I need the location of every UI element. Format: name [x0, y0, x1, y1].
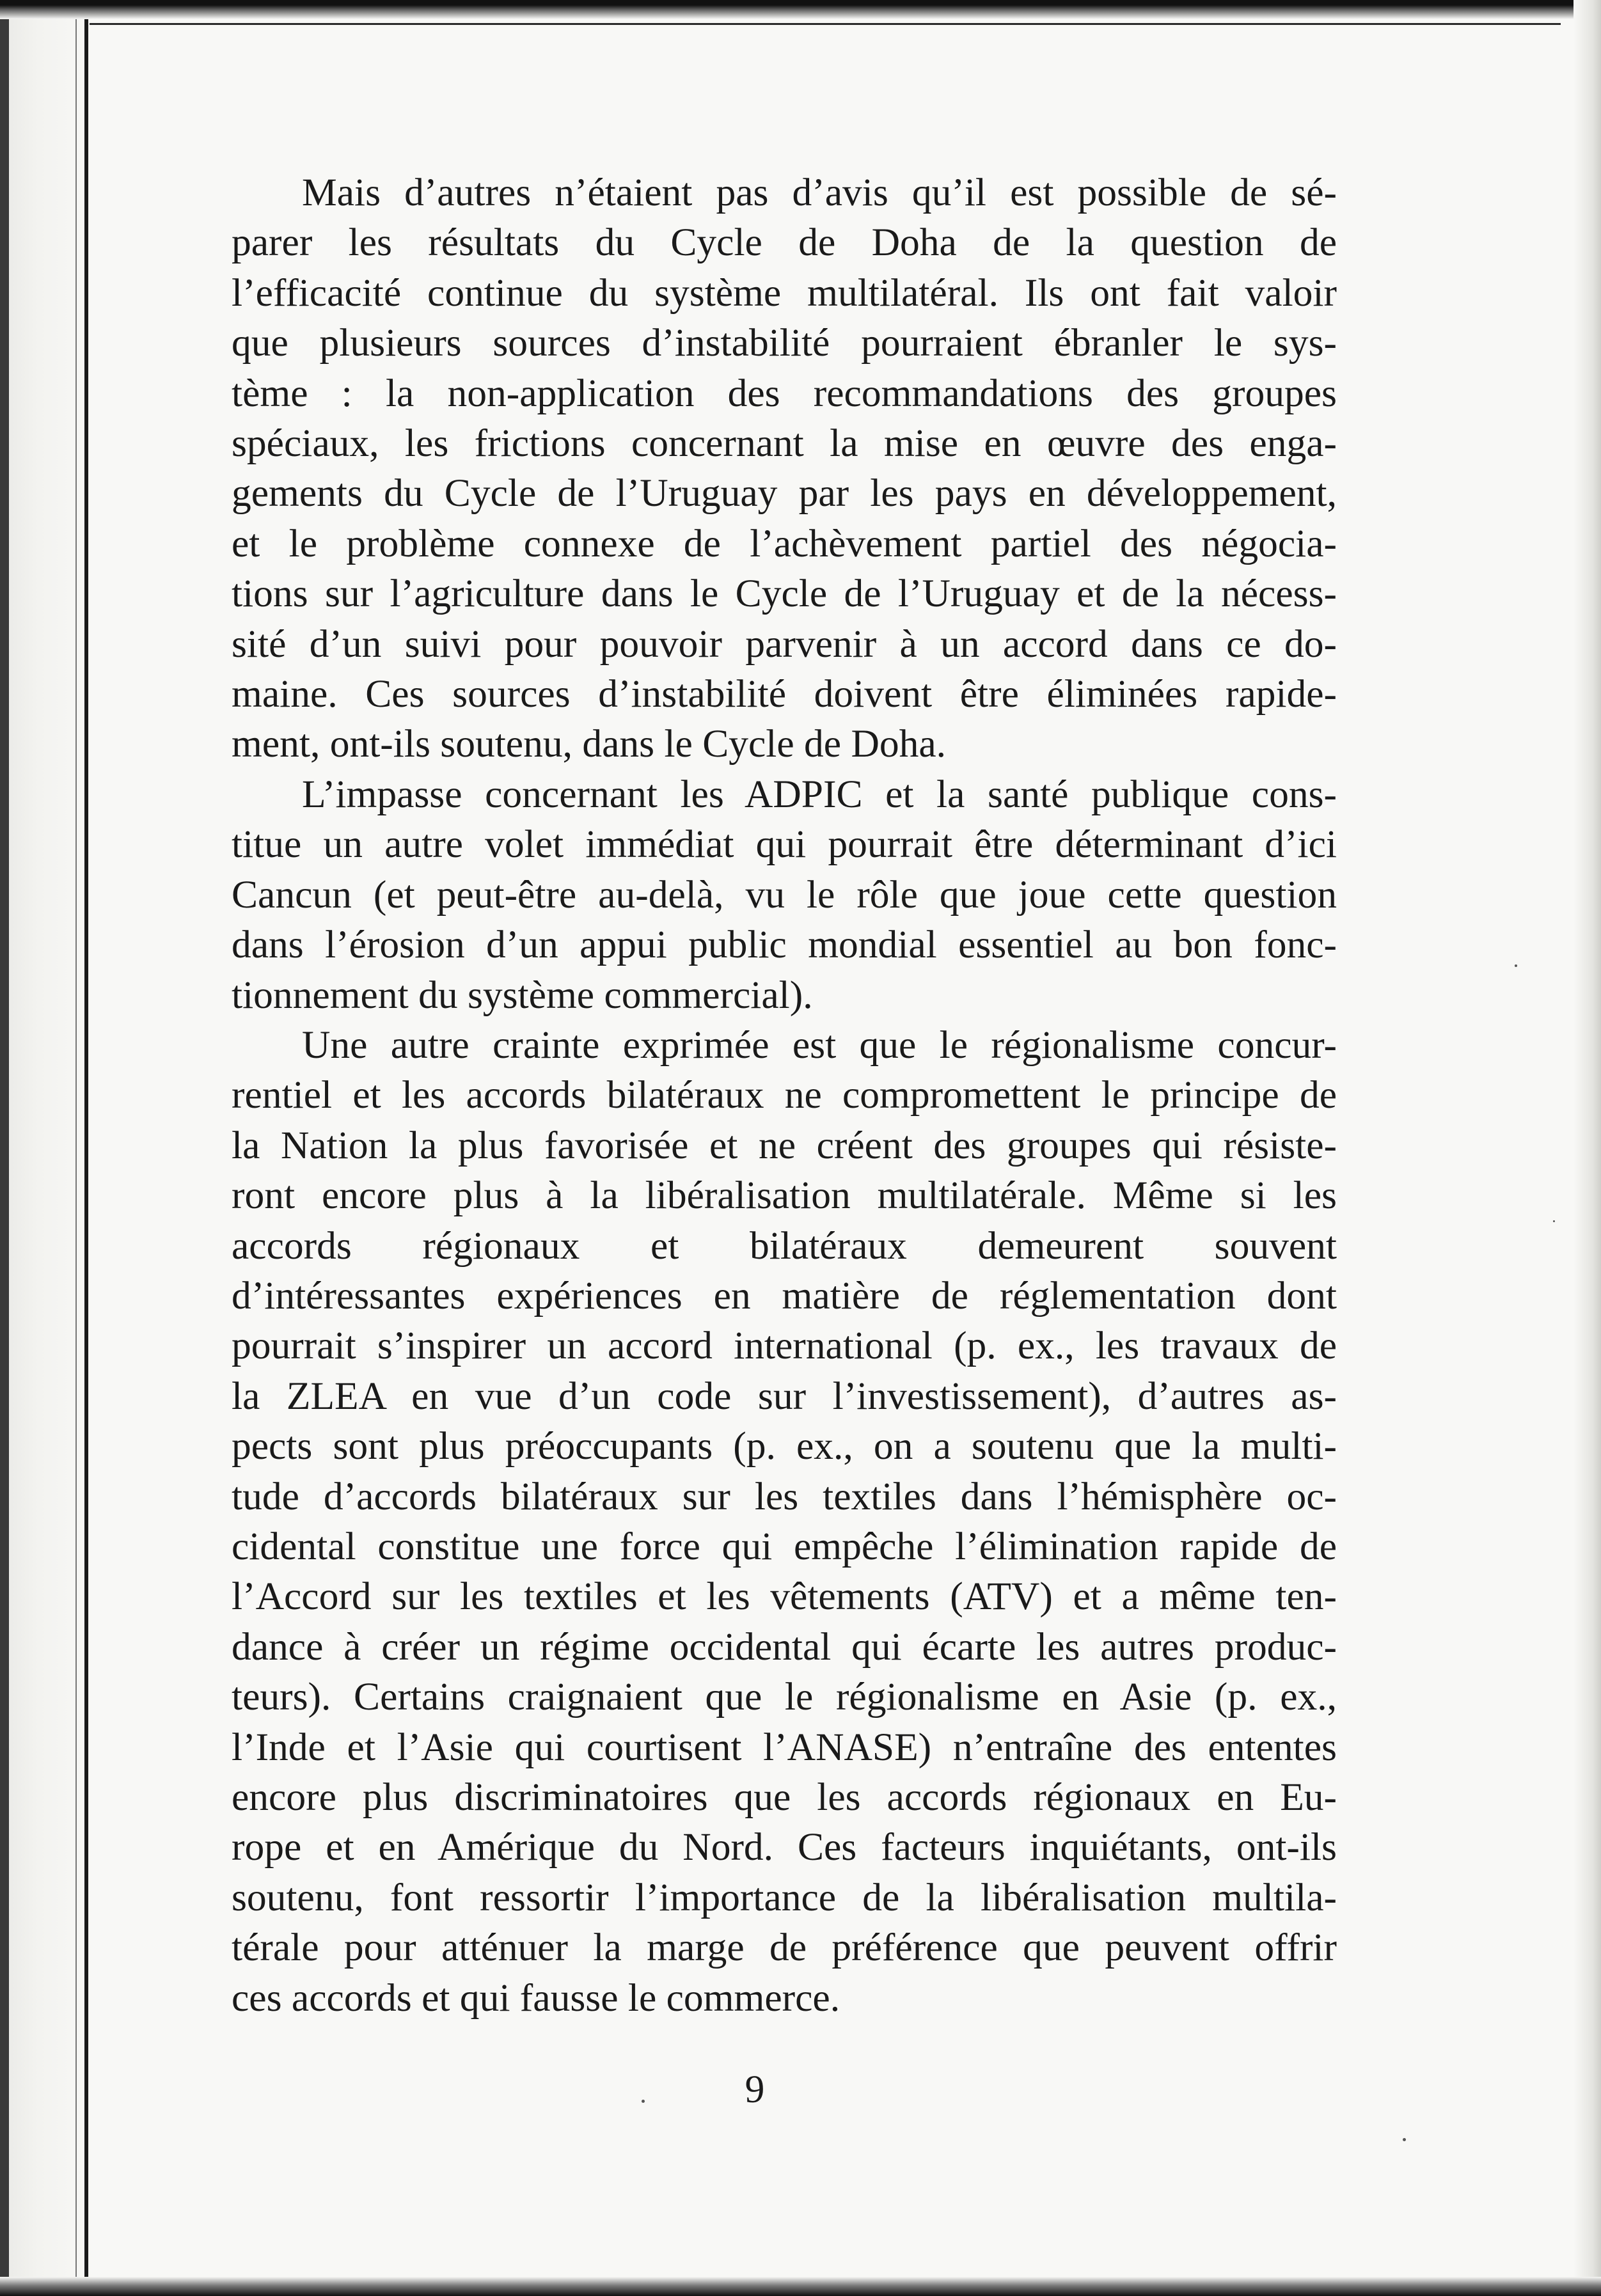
spine-line-thin — [75, 19, 77, 2296]
text-line: l’Inde et l’Asie qui courtisent l’ANASE) n’entraîne des ententes — [232, 1725, 1337, 1769]
scan-speck — [1403, 2138, 1406, 2141]
text-line: ment, ont-ils soutenu, dans le Cycle de Doha. — [232, 722, 947, 766]
text-line: soutenu, font ressortir l’importance de la libéralisation multila- — [232, 1875, 1337, 1919]
text-line: la Nation la plus favorisée et ne créent des groupes qui résiste- — [232, 1123, 1337, 1167]
text-line: rentiel et les accords bilatéraux ne compromettent le principe de — [232, 1073, 1337, 1117]
text-line: Cancun (et peut-être au-delà, vu le rôle que joue cette question — [232, 872, 1337, 916]
text-line: d’intéressantes expériences en matière de réglementation dont — [232, 1273, 1337, 1317]
text-line: dans l’érosion d’un appui public mondial essentiel au bon fonc- — [232, 923, 1337, 967]
body-text — [232, 168, 1337, 2023]
text-line: L’impasse concernant les ADPIC et la santé publique cons- — [302, 772, 1337, 816]
bottom-scan-edge — [0, 2277, 1601, 2296]
text-line: tème : la non-application des recommandations des groupes — [232, 371, 1337, 415]
scan-speck — [642, 2100, 645, 2103]
text-line: Mais d’autres n’étaient pas d’avis qu’il est possible de sé- — [302, 171, 1337, 214]
text-line: pourrait s’inspirer un accord international (p. ex., les travaux de — [232, 1324, 1337, 1368]
text-line: tionnement du système commercial). — [232, 973, 813, 1017]
text-line: titue un autre volet immédiat qui pourrait être déterminant d’ici — [232, 822, 1337, 867]
paragraph-2 — [232, 769, 1337, 1020]
text-line: l’Accord sur les textiles et les vêtements (ATV) et a même ten- — [232, 1575, 1337, 1619]
text-line: pects sont plus préoccupants (p. ex., on a soutenu que la multi- — [232, 1424, 1337, 1468]
text-line: ces accords et qui fausse le commerce. — [232, 1976, 840, 2020]
text-line: encore plus discriminatoires que les accords régionaux en Eu- — [232, 1775, 1337, 1819]
text-line: ront encore plus à la libéralisation multilatérale. Même si les — [232, 1174, 1337, 1218]
text-line: tions sur l’agriculture dans le Cycle de l’Uruguay et de la nécess- — [232, 572, 1337, 616]
text-line: parer les résultats du Cycle de Doha de la question de — [232, 221, 1337, 265]
text-line: Une autre crainte exprimée est que le régionalisme concur- — [302, 1023, 1337, 1067]
text-line: et le problème connexe de l’achèvement partiel des négocia- — [232, 521, 1337, 565]
text-line: maine. Ces sources d’instabilité doivent être éliminées rapide- — [232, 672, 1337, 716]
top-scan-edge — [0, 0, 1601, 19]
text-line: l’efficacité continue du système multilatéral. Ils ont fait valoir — [232, 271, 1337, 315]
binding-shadow — [0, 0, 96, 2296]
spine-line — [84, 19, 88, 2296]
left-scan-edge — [0, 0, 9, 2296]
scan-speck — [1553, 1220, 1555, 1222]
text-line: spéciaux, les frictions concernant la mise en œuvre des enga- — [232, 421, 1337, 466]
text-line: térale pour atténuer la marge de préférence que peuvent offrir — [232, 1926, 1337, 1970]
text-line: teurs). Certains craignaient que le régionalisme en Asie (p. ex., — [232, 1675, 1337, 1719]
paragraph-3 — [232, 1020, 1337, 2023]
text-line: cidental constitue une force qui empêche l’élimination rapide de — [232, 1524, 1337, 1568]
text-line: rope et en Amérique du Nord. Ces facteurs inquiétants, ont-ils — [232, 1825, 1337, 1869]
top-rule — [90, 23, 1561, 25]
text-line: que plusieurs sources d’instabilité pourraient ébranler le sys- — [232, 321, 1337, 365]
scan-speck — [1515, 964, 1517, 967]
page-number: 9 — [745, 2068, 765, 2111]
right-scan-edge — [1573, 0, 1601, 2296]
text-line: accords régionaux et bilatéraux demeurent souvent — [232, 1223, 1337, 1268]
text-line: sité d’un suivi pour pouvoir parvenir à un accord dans ce do- — [232, 622, 1337, 666]
text-line: la ZLEA en vue d’un code sur l’investissement), d’autres as- — [232, 1374, 1337, 1418]
paragraph-1 — [232, 168, 1337, 769]
text-line: tude d’accords bilatéraux sur les textiles dans l’hémisphère oc- — [232, 1474, 1337, 1518]
text-line: gements du Cycle de l’Uruguay par les pays en développement, — [232, 471, 1337, 515]
text-line: dance à créer un régime occidental qui écarte les autres produc- — [232, 1624, 1337, 1669]
